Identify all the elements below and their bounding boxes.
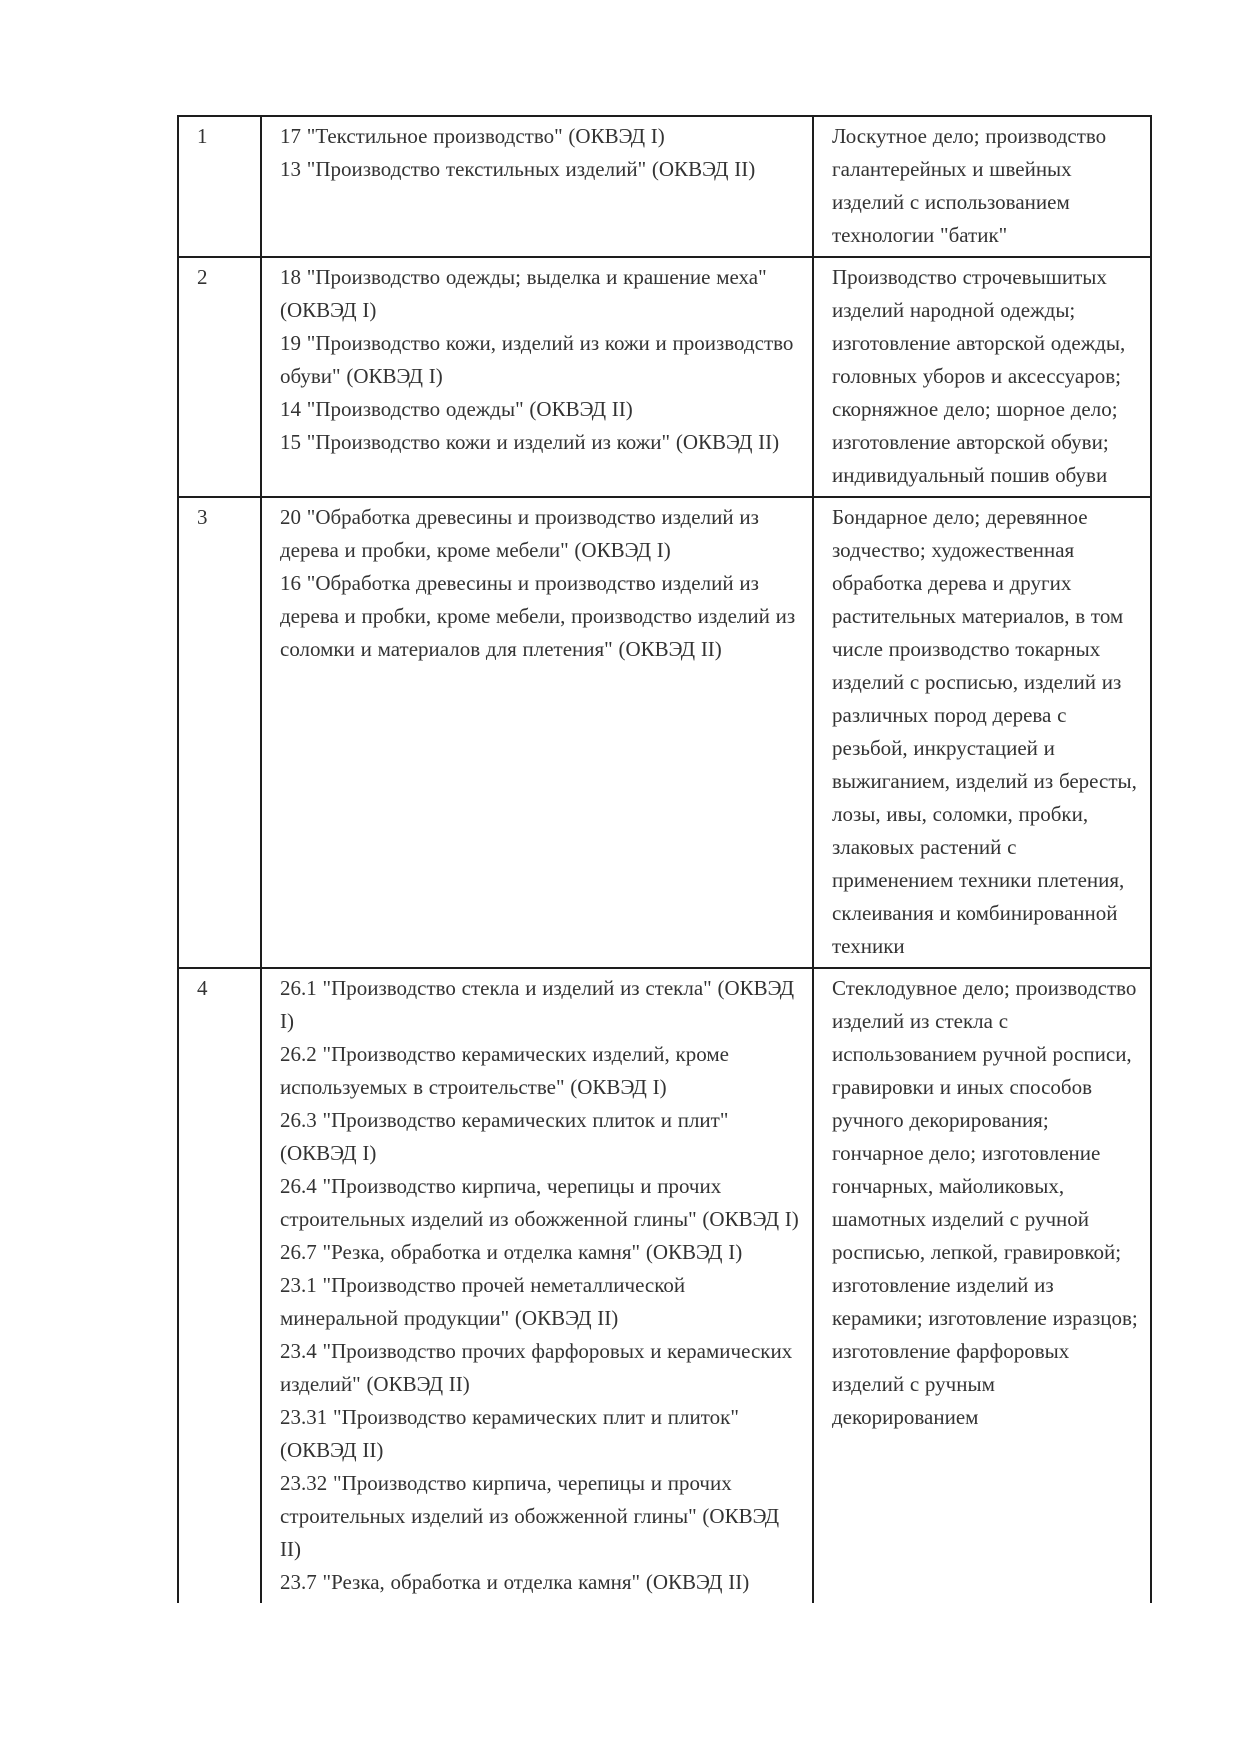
craft-description-cell [813,968,1151,1603]
craft-description-text: Бондарное дело; деревянное зодчество; художественная обработка дерева и других растительных материалов, в том числе производство токарных изделий с росписью, изделий из различных пород дерева с резьбой, инкрустацией и выжиганием, изделий из бересты, лозы, ивы, соломки, пробки, злаковых растений с применением техники плетения, склеивания и комбинированной техники [832,505,1137,958]
okved-crafts-table [177,115,1152,1603]
craft-description-text: Лоскутное дело; производство галантерейных и швейных изделий с использованием технологии "батик" [832,124,1107,247]
okved-entry: 23.32 "Производство кирпича, черепицы и прочих строительных изделий из обожженной глины" (ОКВЭД II) [280,1471,780,1561]
craft-description-text: Производство строчевышитых изделий народной одежды; изготовление авторской одежды, головных уборов и аксессуаров; скорняжное дело; шорное дело; изготовление авторской обуви; индивидуальный пошив обуви [832,265,1126,487]
craft-description-cell [813,497,1151,968]
okved-entry: 26.4 "Производство кирпича, черепицы и прочих строительных изделий из обожженной глины" (ОКВЭД I) [280,1174,799,1231]
table-row [178,116,1151,257]
craft-description-cell [813,257,1151,497]
okved-codes-cell [261,968,813,1603]
row-number-cell: 4 [178,968,261,1603]
row-number-cell: 3 [178,497,261,968]
okved-entry: 23.4 "Производство прочих фарфоровых и керамических изделий" (ОКВЭД II) [280,1339,793,1396]
okved-entry: 16 "Обработка древесины и производство изделий из дерева и пробки, кроме мебели, производство изделий из соломки и материалов для плетения" (ОКВЭД II) [280,571,796,661]
okved-entry: 15 "Производство кожи и изделий из кожи" (ОКВЭД II) [280,430,780,454]
craft-description-text: Стеклодувное дело; производство изделий из стекла с использованием ручной росписи, гравировки и иных способов ручного декорирования; гончарное дело; изготовление гончарных, майоликовых, шамотных изделий с ручной росписью, лепкой, гравировкой; изготовление изделий из керамики; изготовление изразцов; изготовление фарфоровых изделий с ручным декорированием [832,976,1138,1429]
okved-entry: 14 "Производство одежды" (ОКВЭД II) [280,397,633,421]
craft-description-cell [813,116,1151,257]
okved-codes-cell [261,257,813,497]
okved-entry: 19 "Производство кожи, изделий из кожи и производство обуви" (ОКВЭД I) [280,331,794,388]
okved-entry: 13 "Производство текстильных изделий" (ОКВЭД II) [280,157,756,181]
row-number-cell: 1 [178,116,261,257]
okved-codes-cell [261,116,813,257]
okved-entry: 20 "Обработка древесины и производство изделий из дерева и пробки, кроме мебели" (ОКВЭД I) [280,505,759,562]
row-number-cell: 2 [178,257,261,497]
okved-entry: 26.1 "Производство стекла и изделий из стекла" (ОКВЭД I) [280,976,795,1033]
okved-entry: 23.7 "Резка, обработка и отделка камня" (ОКВЭД II) [280,1570,750,1594]
okved-entry: 26.3 "Производство керамических плиток и плит" (ОКВЭД I) [280,1108,729,1165]
okved-entry: 17 "Текстильное производство" (ОКВЭД I) [280,124,665,148]
table-row [178,968,1151,1603]
okved-entry: 26.7 "Резка, обработка и отделка камня" (ОКВЭД I) [280,1240,743,1264]
table-row [178,497,1151,968]
okved-entry: 26.2 "Производство керамических изделий, кроме используемых в строительстве" (ОКВЭД I) [280,1042,729,1099]
table-body [178,116,1151,1603]
okved-entry: 18 "Производство одежды; выделка и крашение меха" (ОКВЭД I) [280,265,767,322]
okved-entry: 23.31 "Производство керамических плит и плиток" (ОКВЭД II) [280,1405,739,1462]
okved-entry: 23.1 "Производство прочей неметаллической минеральной продукции" (ОКВЭД II) [280,1273,686,1330]
okved-codes-cell [261,497,813,968]
table-row [178,257,1151,497]
